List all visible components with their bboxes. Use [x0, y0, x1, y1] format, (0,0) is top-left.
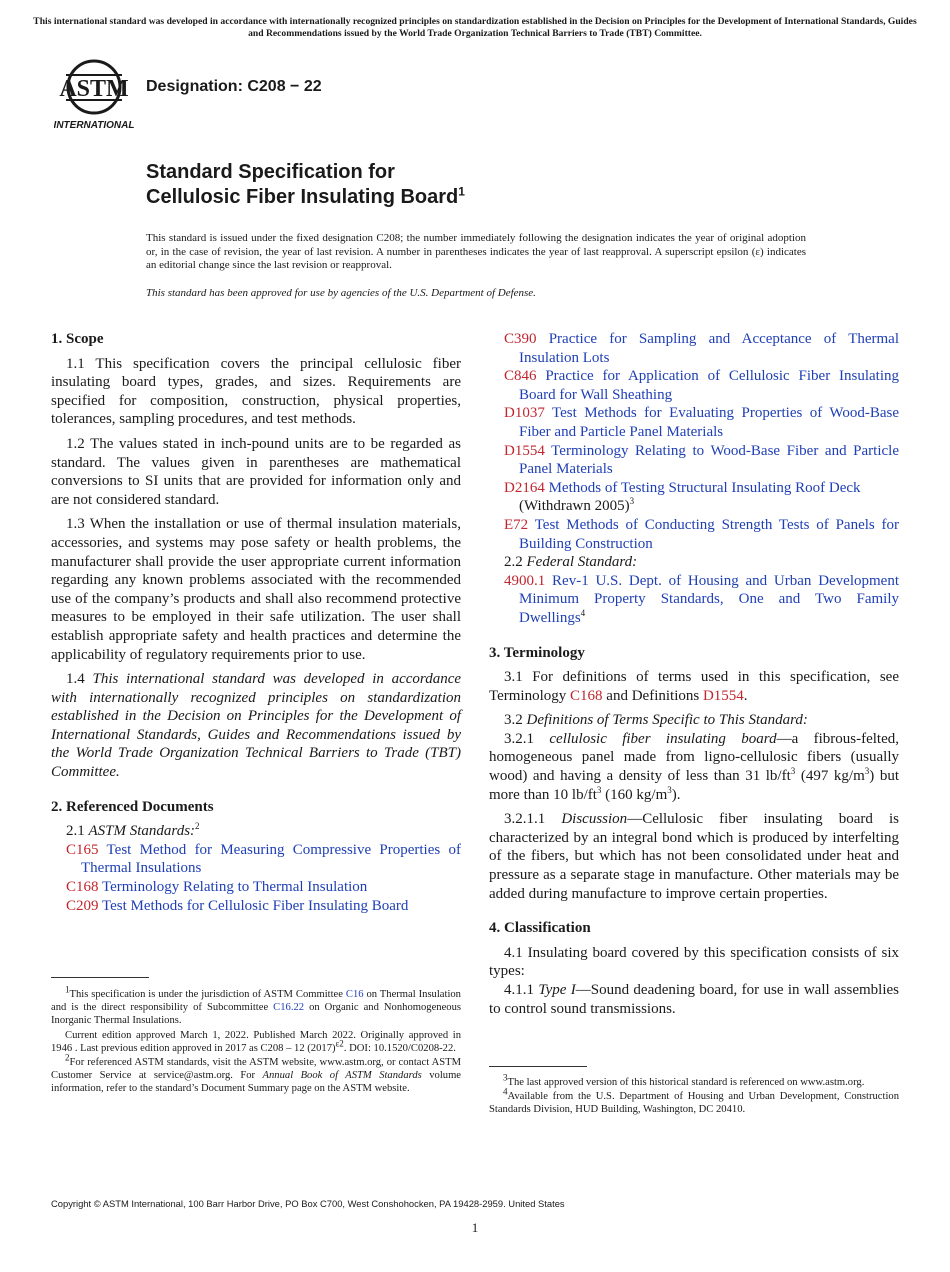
left-column: [51, 330, 461, 915]
fn2-a: For referenced ASTM standards, visit the ASTM website, www.astm.org, or contact ASTM Customer Service at service@astm.org. For: [51, 1057, 461, 1082]
dod-approval-note: This standard has been approved for use by agencies of the U.S. Department of Defense.: [146, 287, 536, 299]
fn1-p2-end: . DOI: 10.1520/C0208-22.: [343, 1042, 456, 1054]
ref-code[interactable]: D1037: [504, 405, 545, 422]
terminology-p3-term: cellulosic fiber insulating board: [549, 730, 777, 747]
terminology-p4-label: Discussion: [561, 811, 628, 828]
fn1-c: on Organic and Nonhomogeneous Inorganic Thermal Insulations.: [51, 1002, 461, 1027]
section-heading-terminology: 3. Terminology: [489, 644, 585, 661]
footnote-3: [489, 1072, 899, 1089]
ref-code[interactable]: C209: [66, 897, 99, 914]
terminology-p3-text4: (160 kg/m: [601, 786, 668, 803]
footnote-divider-right: [489, 1066, 587, 1067]
section-heading-scope: 1. Scope: [51, 331, 104, 347]
ref-title[interactable]: Test Methods for Evaluating Properties of Wood-Base Fiber and Particle Panel Materials: [519, 405, 900, 440]
ref-withdrawn: (Withdrawn 2005): [519, 498, 630, 515]
ref-code[interactable]: E72: [504, 516, 529, 533]
sup: 3: [667, 784, 672, 795]
classification-p2-text: —Sound deadening board, for use in wall assemblies to control sound transmissions.: [489, 982, 899, 1017]
fn2-it: Annual Book of ASTM Standards: [262, 1070, 422, 1082]
federal-label: Federal Standard:: [526, 554, 638, 571]
sup: 3: [596, 784, 602, 795]
astm-standards-label: [51, 822, 461, 841]
sup: 3: [790, 766, 796, 777]
ref-code[interactable]: D2164: [504, 479, 545, 496]
copyright: Copyright © ASTM International, 100 Barr Harbor Drive, PO Box C700, West Conshohocken, PA 19428-2959. United States: [51, 1198, 565, 1209]
terminology-p1-a: 3.1 For definitions of terms used in this specification, see Terminology: [489, 669, 899, 704]
designation: Designation: C208 − 22: [146, 78, 322, 95]
footnote-2: [51, 1052, 462, 1096]
astm-num: 2.1: [66, 823, 85, 840]
ref-item[interactable]: [489, 442, 899, 479]
ref-sup: 4: [580, 607, 586, 618]
link-c16[interactable]: C16: [345, 989, 364, 1000]
classification-p2-num: 4.1.1: [504, 982, 534, 998]
fn-mark: 2: [65, 1052, 70, 1063]
terminology-p3-num: 3.2.1: [504, 730, 534, 747]
ref-sup: 3: [629, 496, 635, 507]
ref-title[interactable]: Terminology Relating to Wood-Base Fiber and Particle Panel Materials: [519, 442, 899, 478]
fn1-p2-sup: ε2: [335, 1038, 344, 1049]
ref-item[interactable]: [51, 878, 461, 897]
ref-item[interactable]: [489, 572, 899, 628]
ref-title[interactable]: Test Methods of Conducting Strength Tests of Panels for Building Construction: [519, 516, 900, 552]
ref-code[interactable]: C168: [66, 879, 99, 896]
federal-standard-label: [489, 553, 899, 572]
fn3-text: The last approved version of this historical standard is referenced on www.astm.org.: [507, 1077, 865, 1088]
terminology-p4-num: 3.2.1.1: [504, 811, 546, 828]
footnotes-left: [51, 984, 462, 1097]
terminology-p3: [489, 730, 899, 804]
terminology-p1-end: .: [743, 687, 748, 704]
fn-mark: 4: [503, 1086, 508, 1097]
page-number: 1: [471, 1220, 479, 1235]
ref-title[interactable]: Practice for Sampling and Acceptance of Thermal Insulation Lots: [519, 331, 900, 366]
link-d1554[interactable]: D1554: [702, 687, 744, 704]
right-column: [489, 330, 899, 1018]
page-title: [146, 160, 465, 210]
terminology-p3-text: —a fibrous-felted, homogeneous panel made from ligno-cellulosic fibers (usually wood) and having a density of less than 31 lb/ft: [489, 730, 900, 785]
ref-title[interactable]: Practice for Application of Cellulosic Fiber Insulating Board for Wall Sheathing: [519, 368, 900, 403]
terminology-p2-label: Definitions of Terms Specific to This Standard:: [526, 712, 808, 729]
footnote-divider: [51, 977, 149, 978]
classification-p2-label: Type I: [538, 982, 576, 998]
fn1-b: on Thermal Insulation and is the direct responsibility of Subcommittee: [51, 989, 461, 1014]
link-c16-22[interactable]: C16.22: [273, 1002, 305, 1014]
ref-item[interactable]: [489, 479, 899, 516]
ref-code[interactable]: 4900.1: [504, 572, 546, 589]
ref-item[interactable]: [51, 841, 461, 878]
intro-paragraph: This standard is issued under the fixed designation C208; the number immediately following the designation indicates the year of original adoption or, in the case of revision, the year of last revision. A number in parentheses indicates the year of last reapproval. A superscript epsilon (ε) indicates an editorial change since the last revision or reapproval.: [146, 232, 806, 271]
ref-title[interactable]: Rev-1 U.S. Dept. of Housing and Urban Development Minimum Property Standards, One and Two Family Dwellings: [519, 572, 899, 626]
terminology-p2-num: 3.2: [504, 712, 523, 729]
section-heading-classification: 4. Classification: [489, 920, 591, 937]
terminology-p4: [489, 810, 899, 903]
title-line-2: [146, 185, 465, 210]
footnotes-right: [489, 1072, 899, 1118]
footnote-4: [489, 1086, 899, 1116]
scope-p1: 1.1 This specification covers the principal cellulosic fiber insulating board types, grades, and sizes. Requirements are specified for composition, construction, physical properties, tolerances, sampling procedures, and test methods.: [51, 355, 461, 428]
terminology-p1-b: and Definitions: [606, 687, 700, 704]
fn2-b: volume information, refer to the standard’s Document Summary page on the ASTM website.: [51, 1070, 462, 1095]
federal-num: 2.2: [504, 554, 523, 571]
fn1-p2: Current edition approved March 1, 2022. Published March 2022. Originally approved in 1946 . Last previous edition approved in 2017 as C208 – 12 (2017): [51, 1029, 461, 1054]
scope-p4: [51, 670, 461, 782]
fn-mark: 1: [65, 984, 70, 995]
link-c168[interactable]: C168: [570, 687, 603, 704]
terminology-p4-text: —Cellulosic fiber insulating board is characterized by an integral bond which is produced by interfelting of the fibers, but which has not been consolidated under heat and pressure as a separate stage in manufacture. Other materials may be added during manufacture to improve certain properties.: [489, 811, 900, 902]
scope-p4-num: 1.4: [66, 671, 85, 688]
terminology-p1: [489, 668, 899, 705]
scope-p3: 1.3 When the installation or use of thermal insulation materials, accessories, and systems may pose safety or health problems, the manufacturer shall provide the user appropriate current information regarding any known problems associated with the recommended use of the company’s products and shall also recommend protective measures to be employed in their safe utilization. The user shall establish appropriate safety and health practices and determine the applicability of regulatory requirements prior to use.: [51, 516, 461, 663]
fn4-text: Available from the U.S. Department of Housing and Urban Development, Construction Standards Division, HUD Building, Washington, DC 20410.: [489, 1091, 899, 1116]
astm-sup: 2: [195, 821, 200, 832]
fn-mark: 3: [503, 1072, 508, 1083]
ref-title[interactable]: Terminology Relating to Thermal Insulation: [102, 879, 368, 896]
classification-p2: [489, 981, 899, 1018]
title-text: Cellulosic Fiber Insulating Board: [146, 186, 459, 208]
classification-p1: 4.1 Insulating board covered by this specification consists of six types:: [489, 944, 899, 980]
ref-title[interactable]: Test Method for Measuring Compressive Properties of Thermal Insulations: [81, 841, 461, 877]
astm-label: ASTM Standards:: [88, 823, 196, 840]
footnote-1: [51, 984, 461, 1028]
ref-item[interactable]: [489, 404, 899, 441]
ref-item[interactable]: [489, 330, 899, 367]
ref-item[interactable]: [489, 516, 899, 553]
ref-title[interactable]: Methods of Testing Structural Insulating Roof Deck: [548, 479, 861, 496]
scope-p2: 1.2 The values stated in inch-pound units are to be regarded as standard. The values given in parentheses are mathematical conversions to SI units that are provided for information only and are not considered standard.: [51, 435, 461, 508]
ref-code[interactable]: D1554: [504, 442, 545, 459]
sup: 3: [864, 766, 870, 777]
tbt-banner: This international standard was developed in accordance with internationally recognized principles on standardization established in the Decision on Principles for the Development of International Standards, Guides and Recommendations issued by the World Trade Organization Technical Barriers to Trade (TBT) Committee.: [33, 16, 917, 39]
ref-code[interactable]: C846: [504, 368, 537, 385]
ref-title[interactable]: Test Methods for Cellulosic Fiber Insulating Board: [102, 897, 409, 914]
ref-code[interactable]: C390: [504, 331, 537, 347]
ref-code[interactable]: C165: [66, 841, 99, 858]
footnote-1-edition: [51, 1029, 461, 1055]
terminology-p2: [489, 711, 899, 730]
terminology-p3-text5: ).: [671, 786, 681, 803]
terminology-p3-text2: (497 kg/m: [795, 768, 865, 785]
logo-text: INTERNATIONAL: [54, 120, 134, 131]
ref-item[interactable]: [51, 897, 461, 916]
fn1-a: This specification is under the jurisdiction of ASTM Committee: [69, 989, 343, 1000]
astm-logo: [54, 56, 134, 132]
terminology-p3-text3: ) but more than 10 lb/ft: [489, 768, 899, 803]
section-heading-referenced: 2. Referenced Documents: [51, 798, 214, 815]
logo-letters: ASTM: [59, 76, 129, 102]
ref-item[interactable]: [489, 367, 899, 404]
title-footnote-mark: 1: [458, 184, 465, 199]
title-line-1: Standard Specification for: [146, 161, 395, 183]
scope-p4-text: This international standard was developed in accordance with internationally recognized principles on standardization established in the Decision on Principles for the Development of International Standards, Guides and Recommendations issued by the World Trade Organization Technical Barriers to Trade (TBT) Committee.: [51, 671, 462, 781]
